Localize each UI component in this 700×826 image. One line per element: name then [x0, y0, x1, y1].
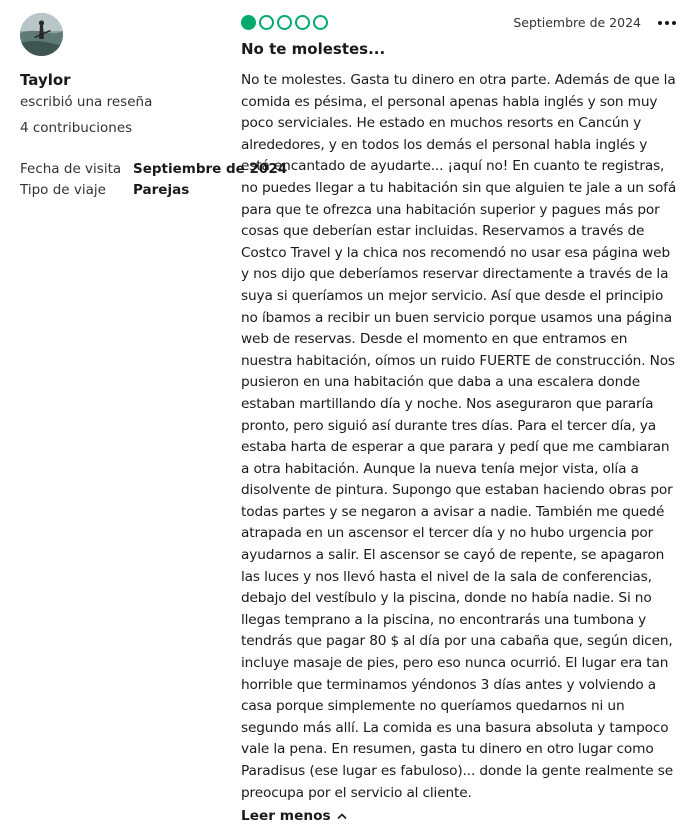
reviewer-panel: [20, 13, 288, 201]
visit-date-row: [20, 159, 288, 180]
trip-type-label: Tipo de viaje: [20, 182, 106, 198]
rating-bubble-empty: [295, 15, 310, 30]
avatar-image: [20, 13, 63, 56]
reviewer-contributions: 4 contribuciones: [20, 120, 133, 136]
trip-type-value: Parejas: [133, 182, 190, 198]
more-dot: [672, 21, 676, 25]
avatar[interactable]: [20, 13, 63, 56]
rating-bubble-empty: [313, 15, 328, 30]
more-dot: [665, 21, 669, 25]
chevron-up-icon: [337, 811, 347, 821]
reviewer-action: escribió una reseña: [20, 94, 153, 110]
rating-bubbles: [241, 15, 328, 30]
visit-date-value: Septiembre de 2024: [133, 161, 288, 177]
read-less-button[interactable]: [241, 806, 347, 826]
review-body: No te molestes. Gasta tu dinero en otra parte. Además de que la comida es pésima, el personal apenas habla inglés y son muy poco serviciales. He estado en muchos resorts en Cancún y alrededores, y en todos los demás el personal habla inglés y está encantado de ayudarte... ¡aquí no! En cuanto te registras, no puedes llegar a tu habitación sin que alguien te jale a un sofá para que te ofrezca una habitación superior y pagues más por cosas que deberían estar incluidas. Reservamos a través de Costco Travel y la chica nos recomendó no usar esa página web y nos dijo que deberíamos reservar directamente a través de la suya si queríamos un mejor servicio. Así que desde el principio no íbamos a recibir un buen servicio porque usamos una página web de reservas. Desde el momento en que entramos en nuestra habitación, oímos un ruido FUERTE de construcción. Nos pusieron en una habitación que daba a una escalera donde estaban martillando día y noche. Nos aseguraron que pararía pronto, pero siguió así durante tres días. Para el tercer día, ya estaba harta de esperar a que parara y pedí que me cambiaran a otra habitación. Aunque la nueva tenía mejor vista, olía a disolvente de pintura. Supongo que estaban haciendo obras por todas partes y se negaron a avisar a nadie. También me quedé atrapada en un ascensor el tercer día y no hubo urgencia por ayudarnos a salir. El ascensor se cayó de repente, se apagaron las luces y nos llevó hasta el nivel de la sala de conferencias, debajo del vestíbulo y la piscina, donde no había nadie. Si no llegas temprano a la piscina, no encontrarás una tumbona y tendrás que pagar 80 $ al día por una cabaña que, según dicen, incluye masaje de pies, pero eso nunca ocurrió. El lugar era tan horrible que terminamos yéndonos 3 días antes y volviendo a casa porque simplemente no queríamos quedarnos ni un segundo más allí. La comida es una basura absoluta y tampoco vale la pena. En resumen, gasta tu dinero en otro lugar como Paradisus (ese lugar es fabuloso)... donde la gente realmente se preocupa por el servicio al cliente.: [241, 72, 677, 801]
rating-bubble-filled: [241, 15, 256, 30]
reviewer-name[interactable]: Taylor: [20, 71, 71, 89]
rating-bubble-empty: [259, 15, 274, 30]
rating-bubble-empty: [277, 15, 292, 30]
review-header: [241, 13, 679, 35]
review-meta: [20, 159, 288, 201]
review-date: Septiembre de 2024: [513, 15, 641, 30]
review-panel: [241, 13, 679, 826]
more-dot: [658, 21, 662, 25]
review-title: No te molestes...: [241, 40, 386, 58]
read-less-label: Leer menos: [241, 808, 331, 825]
more-options-icon[interactable]: [655, 15, 679, 31]
visit-date-label: Fecha de visita: [20, 161, 122, 177]
trip-type-row: [20, 180, 250, 201]
